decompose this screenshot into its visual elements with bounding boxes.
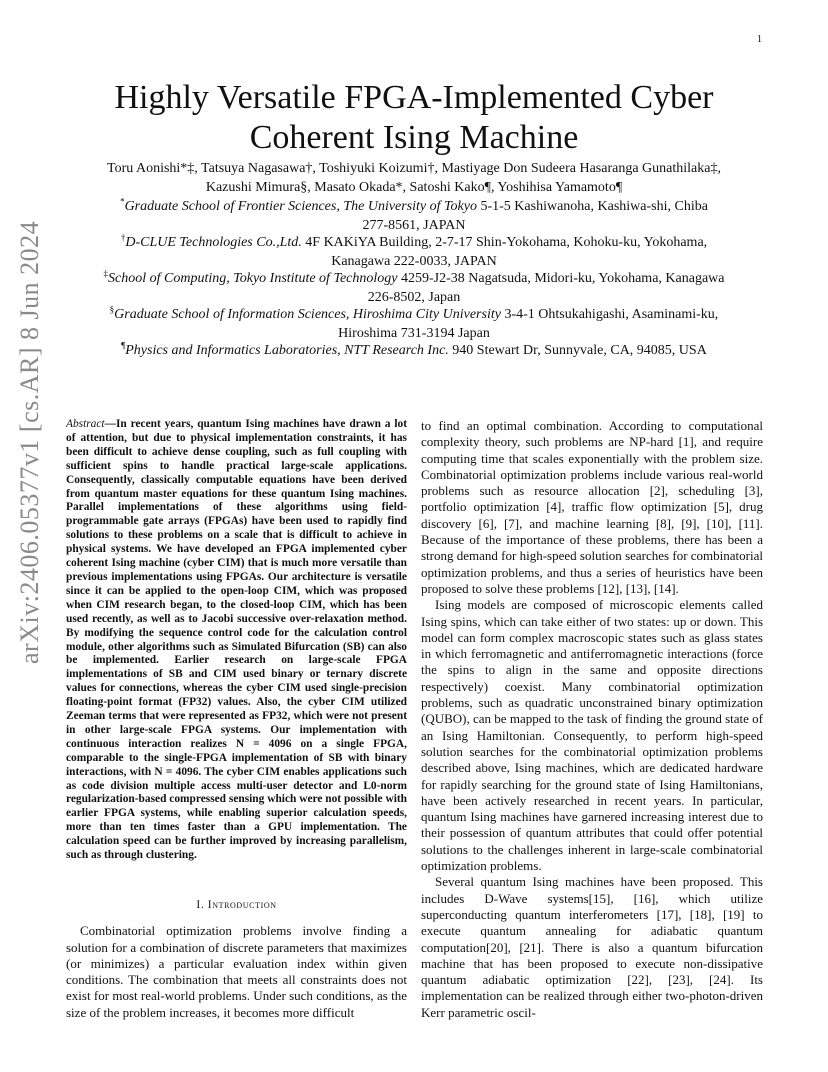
abstract-text: —In recent years, quantum Ising machines have drawn a lot of attention, but due to physical implementation constraints, it has been difficult to achieve dense coupling, such as full coupling with sufficient spins to handle practical large-scale applications. Consequently, classically computable equations have been derived from quantum master equations for these quantum Ising machines. Parallel implementations of these algorithms using field-programmable gate arrays (FPGAs) have been used to rapidly find solutions to these problems on a scale that is difficult to achieve in physical systems. We have developed an FPGA implemented cyber coherent Ising machine (cyber CIM) that is much more versatile than previous implementations using FPGAs. Our architecture is versatile since it can be applied to the open-loop CIM, which was proposed when CIM research began, to the closed-loop CIM, which has been used recently, as well as to Jacobi successive over-relaxation method. By modifying the sequence control code for the calculation control module, other algorithms such as Simulated Bifurcation (SB) can also be implemented. Earlier research on large-scale FPGA implementations of SB and CIM used binary or ternary discrete values for connections, whereas the cyber CIM used single-precision floating-point format (FP32) values. Also, the cyber CIM utilized Zeeman terms that were represented as FP32, which were not present in other large-scale FPGA systems. Our implementation with continuous interaction realizes N = 4096 on a single FPGA, comparable to the single-FPGA implementation of SB with binary interactions, with N = 4096. The cyber CIM enables applications such as code division multiple access multi-user detector and L0-norm regularization-based compressed sensing which were not possible with earlier FPGA systems, while enabling superior calculation speeds, more than ten times faster than a GPU implementation. The calculation speed can be further improved by increasing parallelism, such as through clustering.: [66, 418, 407, 862]
affiliation-1: [80, 197, 748, 235]
affiliation-mark: §: [109, 304, 115, 315]
affiliation-address: 4259-J2-38 Nagatsuda, Midori-ku, Yokohama, Kanagawa: [397, 271, 725, 286]
affiliation-address-2: Kanagawa 222-0033, JAPAN: [331, 254, 497, 269]
paper-title: [80, 78, 748, 158]
affiliation-address-2: 226-8502, Japan: [367, 290, 461, 305]
authors-line-2: Kazushi Mimura§, Masato Okada*, Satoshi Kako¶, Yoshihisa Yamamoto¶: [205, 180, 623, 195]
affiliation-institution: D-CLUE Technologies Co.,Ltd.: [125, 235, 302, 250]
affiliation-address: 3-4-1 Ohtsukahigashi, Asaminami-ku,: [500, 307, 719, 322]
right-column: [421, 418, 763, 1021]
author-list: [80, 159, 748, 197]
affiliation-mark: *: [120, 196, 125, 207]
body-paragraph-3: Several quantum Ising machines have been proposed. This includes D-Wave systems[15], [16], which utilize superconducting quantum interferometers [17], [18], [19] to execute quantum annealing for adiabatic quantum computation[20], [21]. There is also a quantum bifurcation machine that has been proposed to execute non-dissipative quantum adiabatic optimization [22], [23], [24]. Its implementation can be realized through either two-photon-driven Kerr parametric oscil-: [421, 874, 763, 1020]
title-line-2: Coherent Ising Machine: [249, 119, 579, 156]
affiliation-institution: Graduate School of Frontier Sciences, The University of Tokyo: [124, 199, 477, 214]
affiliation-address: 940 Stewart Dr, Sunnyvale, CA, 94085, USA: [448, 343, 707, 358]
left-column: [66, 418, 407, 1021]
page-number: 1: [757, 34, 762, 45]
affiliation-3: [80, 269, 748, 307]
affiliation-institution: School of Computing, Tokyo Institute of Technology: [108, 271, 398, 286]
body-paragraph-2: Ising models are composed of microscopic elements called Ising spins, which can take either of two states: up or down. This model can form complex macroscopic states such as glass states in which ferromagnetic and antiferromagnetic interactions (force the spins to align in the same and opposite directions respectively) coexist. Many combinatorial optimization problems, such as quadratic unconstrained binary optimization (QUBO), can be mapped to the task of finding the ground state of an Ising Hamiltonian. Consequently, to perform high-speed solution searches for the combinatorial optimization problems described above, Ising machines, which are dedicated hardware for rapidly searching for the ground state of Ising Hamiltonians, have been actively researched in recent years. In particular, quantum Ising machines have garnered increasing interest due to their possession of quantum attributes that could offer potential solutions to the challenges inherent in large-scale combinatorial optimization problems.: [421, 597, 763, 874]
affiliation-address-2: 277-8561, JAPAN: [362, 218, 466, 233]
affiliation-4: [80, 305, 748, 343]
affiliation-5: [80, 341, 748, 360]
affiliation-mark: ¶: [121, 340, 126, 351]
affiliation-mark: ‡: [103, 268, 109, 279]
affiliation-institution: Physics and Informatics Laboratories, NTT Research Inc.: [125, 343, 449, 358]
section-heading-introduction: I. Introduction: [196, 899, 277, 911]
title-line-1: Highly Versatile FPGA-Implemented Cyber: [114, 79, 714, 116]
affiliation-2: [80, 233, 748, 271]
affiliation-address: 4F KAKiYA Building, 2-7-17 Shin-Yokohama, Kohoku-ku, Yokohama,: [301, 235, 708, 250]
affiliation-mark: †: [120, 232, 126, 243]
affiliation-institution: Graduate School of Information Sciences, Hiroshima City University: [114, 307, 501, 322]
arxiv-stamp: arXiv:2406.05377v1 [cs.AR] 8 Jun 2024: [15, 220, 44, 664]
authors-line-1: Toru Aonishi*‡, Tatsuya Nagasawa†, Toshiyuki Koizumi†, Mastiyage Don Sudeera Hasaranga Gunathilaka‡,: [107, 161, 721, 176]
abstract-lead: Abstract: [66, 418, 105, 430]
intro-paragraph: Combinatorial optimization problems involve finding a solution for a combination of discrete parameters that maximizes (or minimizes) a particular evaluation index within given conditions. The combination that meets all constraints does not exist for most real-world problems. Under such conditions, as the size of the problem increases, it becomes more difficult: [66, 923, 407, 1020]
body-paragraph-1: to find an optimal combination. According to computational complexity theory, such problems are NP-hard [1], and require computing time that scales exponentially with the problem size. Combinatorial optimization problems include various real-world problems such as resource allocation [2], scheduling [3], portfolio optimization [4], traffic flow optimization [5], drug discovery [6], [7], and machine learning [8], [9], [10], [11]. Because of the importance of these problems, there has been a strong demand for high-speed solution searches for combinatorial optimization problems, and thus a series of heuristics have been proposed to solve these problems [12], [13], [14].: [421, 418, 763, 596]
affiliation-address: 5-1-5 Kashiwanoha, Kashiwa-shi, Chiba: [476, 199, 708, 214]
affiliation-address-2: Hiroshima 731-3194 Japan: [338, 326, 490, 341]
abstract: [66, 418, 407, 863]
